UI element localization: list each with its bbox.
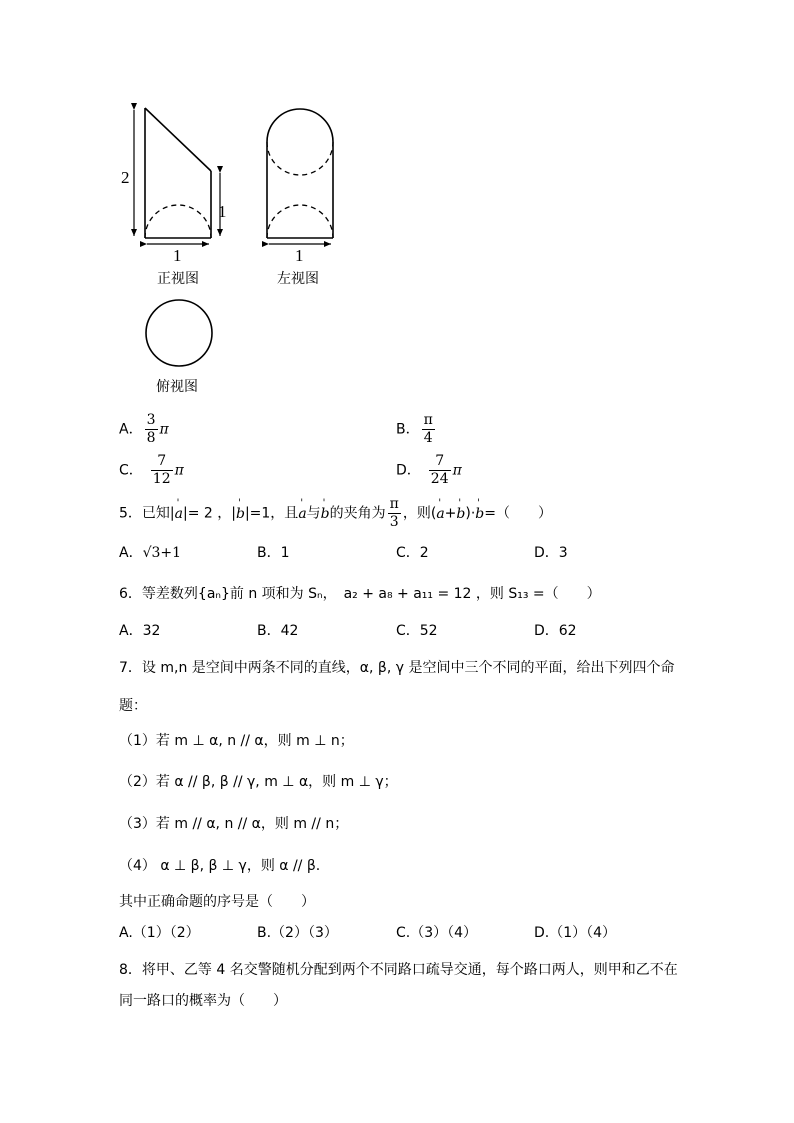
q5-option-d: D．3 [534, 545, 568, 561]
front-view [134, 108, 220, 244]
q6-stem: 6．等差数列{aₙ}前 n 项和为 Sₙ， a₂ + a₈ + a₁₁ = 12 ，则 S₁₃ =（ ） [119, 586, 601, 602]
q4-option-c: C． $\frac{7}{12}$ π [119, 453, 184, 487]
q4-option-d: D． $\frac{7}{24}$ π [396, 453, 462, 487]
front-height-label: 2 [121, 168, 130, 187]
q7-option-c: C.（3）（4） [396, 925, 478, 941]
q7-proposition-4: （4） α ⊥ β, β ⊥ γ，则 α // β. [119, 858, 321, 874]
q5-option-a: A．√3+1 [119, 545, 182, 561]
q7-stem-line1: 7．设 m,n 是空间中两条不同的直线，α, β, γ 是空间中三个不同的平面，给出下列四个命 [119, 660, 675, 676]
q8-stem-line2: 同一路口的概率为（ ） [119, 993, 287, 1009]
q7-question: 其中正确命题的序号是（ ） [119, 894, 315, 910]
side-width-label: 1 [295, 246, 304, 265]
q4-option-a: A． $\frac{3}{8}$ π [119, 412, 169, 446]
q7-stem-line2: 题： [119, 698, 147, 714]
q6-option-d: D．62 [534, 623, 577, 639]
q5-stem: 5．已知|' a|= 2 ，|' b|=1，且' a与' b的夹角为 $\frac{\pi}{3}$ ，则(' a+' b)·' b=（ ） [119, 496, 552, 531]
front-width-label: 1 [173, 246, 182, 265]
three-view-figure [0, 0, 794, 400]
side-view [267, 109, 333, 244]
q6-option-a: A．32 [119, 623, 161, 639]
q7-proposition-3: （3）若 m // α, n // α，则 m // n； [119, 816, 349, 832]
q7-option-a: A.（1）（2） [119, 925, 200, 941]
front-view-caption: 正视图 [157, 271, 199, 287]
q5-option-b: B．1 [257, 545, 290, 561]
q7-proposition-2: （2）若 α // β, β // γ, m ⊥ α，则 m ⊥ γ； [119, 774, 398, 790]
q8-stem-line1: 8．将甲、乙等 4 名交警随机分配到两个不同路口疏导交通，每个路口两人，则甲和乙不在 [119, 962, 678, 978]
three-view-drawing [0, 0, 794, 400]
q5-option-c: C．2 [396, 545, 429, 561]
q6-option-b: B．42 [257, 623, 299, 639]
top-view-caption: 俯视图 [156, 379, 198, 395]
q6-option-c: C．52 [396, 623, 438, 639]
q4-option-b: B． $\frac{\pi}{4}$ [396, 412, 433, 446]
q7-proposition-1: （1）若 m ⊥ α, n // α，则 m ⊥ n； [119, 733, 354, 749]
front-short-height-label: 1 [218, 202, 227, 221]
side-view-caption: 左视图 [277, 271, 319, 287]
q7-option-b: B.（2）（3） [257, 925, 338, 941]
top-view [146, 300, 212, 366]
q7-option-d: D.（1）（4） [534, 925, 617, 941]
